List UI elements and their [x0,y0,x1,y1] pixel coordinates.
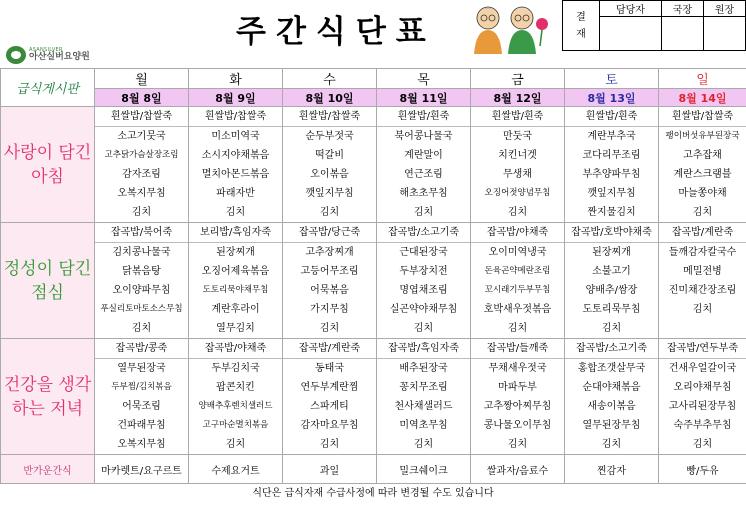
menu-item: 오리야채무침 [673,382,732,393]
logo-icon [6,46,26,64]
menu-item: 고추닭가슴살장조림 [104,150,179,160]
menu-item: 꽁치무조림 [399,382,448,393]
menu-item: 김치 [507,439,528,450]
date-cell: 8월 14일 [659,89,746,107]
menu-item: 도토리묵야채무침 [202,285,269,295]
menu-cell [565,223,659,339]
rice-porridge-item: 보리밥/흑임자죽 [189,223,282,243]
menu-cell [95,223,189,339]
menu-cell [659,223,746,339]
menu-item: 소시지야채볶음 [201,150,270,161]
menu-item: 해초초무침 [399,188,448,199]
menu-item: 명엽채조림 [399,285,448,296]
menu-item: 새송이볶음 [587,401,636,412]
menu-item: 연근조림 [404,169,443,180]
menu-item: 마파두부 [498,382,537,393]
menu-item: 파래자반 [216,188,255,199]
rice-porridge-item: 흰쌀밥/찹쌀죽 [189,107,282,127]
day-header: 수 [283,69,377,89]
menu-item: 고등어무조림 [300,266,359,277]
menu-item: 오이양파무침 [112,285,171,296]
menu-item: 계란말이 [404,150,443,161]
menu-cell [471,223,565,339]
menu-item: 숙주부추무침 [673,420,732,431]
menu-item: 김치 [601,439,622,450]
menu-item: 치킨너겟 [498,150,537,161]
menu-item: 감자조림 [122,169,161,180]
menu-item: 부추양파무침 [582,169,641,180]
menu-item: 고추잡채 [683,150,722,161]
rice-porridge-item: 잡곡밥/야채죽 [471,223,564,243]
day-header: 금 [471,69,565,89]
menu-item: 배추된장국 [399,363,448,374]
menu-item: 김치콩나물국 [112,247,171,258]
rice-porridge-item: 잡곡밥/소고기죽 [377,223,470,243]
menu-item: 고추장찌개 [305,247,354,258]
rice-porridge-item: 잡곡밥/흑임자죽 [377,339,470,359]
menu-item: 오이볶음 [310,169,349,180]
date-cell: 8월 9일 [189,89,283,107]
menu-item: 짠지물김치 [587,207,636,218]
menu-item: 두부김치국 [211,363,260,374]
menu-item: 된장찌개 [592,247,631,258]
menu-item: 오복지무침 [117,439,166,450]
menu-item: 순대야채볶음 [582,382,641,393]
meal-label: 건강을 생각하는 저녁 [1,339,95,455]
rice-porridge-item: 흰쌀밥/흰죽 [377,107,470,127]
menu-item: 양배추후렌치샐러드 [198,401,273,411]
menu-item: 김치 [319,207,340,218]
menu-item: 콩나물오이무침 [483,420,552,431]
rice-porridge-item: 잡곡밥/호박야채죽 [565,223,658,243]
menu-item: 감자마요무침 [300,420,359,431]
menu-item: 무생채 [503,169,532,180]
menu-item: 계란후라이 [211,304,260,315]
logo-korean: 아산실버요양원 [29,52,90,62]
menu-item: 꼬시래기두부무침 [484,285,551,295]
menu-item: 오이미역냉국 [488,247,547,258]
menu-item: 북어콩나물국 [394,131,453,142]
rice-porridge-item: 잡곡밥/연두부죽 [659,339,746,359]
menu-cell [189,107,283,223]
menu-cell [95,339,189,455]
approval-box [562,0,746,51]
menu-item: 닭볶음탕 [122,266,161,277]
snack-item: 빵/두유 [659,455,746,484]
menu-item: 깻잎지무침 [305,188,354,199]
date-cell: 8월 10일 [283,89,377,107]
signature-box[interactable] [703,17,745,51]
menu-item: 김치 [225,439,246,450]
day-header: 토 [565,69,659,89]
rice-porridge-item: 흰쌀밥/흰죽 [471,107,564,127]
day-header: 일 [659,69,746,89]
weekly-menu-table [0,68,746,484]
rice-porridge-item: 흰쌀밥/찹쌀죽 [283,107,376,127]
menu-item: 김치 [413,323,434,334]
menu-cell [283,107,377,223]
snack-item: 마카렛트/요구르트 [95,455,189,484]
menu-item: 건파래무침 [117,420,166,431]
logo [6,44,92,66]
approval-role-head: 원장 [703,1,745,17]
menu-cell [471,107,565,223]
menu-item: 열무김치 [216,323,255,334]
menu-item: 깻잎지무침 [587,188,636,199]
date-cell: 8월 11일 [377,89,471,107]
menu-item: 무채새우젓국 [488,363,547,374]
snack-item: 수제요거트 [189,455,283,484]
footer-note: 식단은 급식자재 수급사정에 따라 변경될 수도 있습니다 [252,488,494,499]
menu-item: 연두부계란찜 [300,382,359,393]
menu-item: 소고기뭇국 [117,131,166,142]
day-header: 화 [189,69,283,89]
menu-item: 김치 [413,207,434,218]
rice-porridge-item: 잡곡밥/북어죽 [95,223,188,243]
snack-label: 반가운간식 [1,455,95,484]
menu-item: 미역초무침 [399,420,448,431]
date-cell: 8월 13일 [565,89,659,107]
day-header: 목 [377,69,471,89]
menu-item: 계란부추국 [587,131,636,142]
approval-label: 결 재 [563,1,600,51]
menu-item: 고추짱아찌무침 [483,401,552,412]
menu-item: 팝콘치킨 [216,382,255,393]
menu-item: 김치 [692,304,713,315]
menu-item: 고구마순멸치볶음 [202,420,269,430]
menu-cell [377,223,471,339]
date-cell: 8월 12일 [471,89,565,107]
logo-english: ASANSILVER [29,47,63,53]
menu-item: 김치 [413,439,434,450]
menu-item: 어묵조림 [122,401,161,412]
menu-cell [189,223,283,339]
snack-item: 과일 [283,455,377,484]
menu-item: 천사채샐러드 [394,401,453,412]
menu-cell [189,339,283,455]
rice-porridge-item: 흰쌀밥/찹쌀죽 [659,107,746,127]
header [0,0,746,68]
menu-item: 오징어젓양념무침 [484,188,551,198]
menu-item: 열무된장국 [117,363,166,374]
menu-cell [377,107,471,223]
page-title: 주간식단표 [236,14,436,50]
menu-cell [471,339,565,455]
menu-item: 떡갈비 [315,150,344,161]
menu-item: 김치 [131,323,152,334]
menu-item: 만둣국 [503,131,532,142]
rice-porridge-item: 잡곡밥/들깨죽 [471,339,564,359]
menu-item: 열무된장무침 [582,420,641,431]
menu-item: 메밀전병 [683,266,722,277]
menu-item: 팽이버섯유부된장국 [665,131,740,141]
meal-label: 사랑이 담긴 아침 [1,107,95,223]
menu-item: 미소미역국 [211,131,260,142]
menu-cell [565,107,659,223]
menu-item: 김치 [319,439,340,450]
menu-item: 멸치아몬드볶음 [201,169,270,180]
approval-role-director: 국장 [661,1,703,17]
menu-item: 순두부젓국 [305,131,354,142]
menu-item: 돈육곤약메란조림 [484,266,551,276]
menu-item: 가지무침 [310,304,349,315]
snack-item: 찐감자 [565,455,659,484]
board-label: 급식게시판 [1,69,95,107]
rice-porridge-item: 잡곡밥/소고기죽 [565,339,658,359]
snack-item: 쌀과자/음료수 [471,455,565,484]
menu-item: 오복지무침 [117,188,166,199]
menu-item: 김치 [507,207,528,218]
menu-item: 고사리된장무침 [668,401,737,412]
menu-item: 마늘쫑야채 [678,188,727,199]
menu-item: 김치 [601,323,622,334]
rice-porridge-item: 잡곡밥/야채죽 [189,339,282,359]
snack-item: 밀크쉐이크 [377,455,471,484]
menu-item: 진미채간장조림 [668,285,737,296]
menu-cell [565,339,659,455]
menu-item: 도토리묵무침 [582,304,641,315]
approval-role-manager: 담당자 [600,1,662,17]
menu-cell [283,339,377,455]
menu-item: 김치 [507,323,528,334]
menu-item: 김치 [692,439,713,450]
menu-item: 홍합조갯살무국 [577,363,646,374]
menu-item: 동태국 [315,363,344,374]
rice-porridge-item: 잡곡밥/계란죽 [659,223,746,243]
menu-item: 푸실리토마토소스무침 [100,304,183,314]
menu-item: 오징어제육볶음 [201,266,270,277]
menu-cell [377,339,471,455]
menu-item: 김치 [225,207,246,218]
menu-cell [659,107,746,223]
menu-item: 어묵볶음 [310,285,349,296]
menu-item: 김치 [131,207,152,218]
meal-label: 정성이 담긴 점심 [1,223,95,339]
menu-item: 김치 [319,323,340,334]
elderly-couple-icon [458,2,554,54]
date-cell: 8월 8일 [95,89,189,107]
day-header: 월 [95,69,189,89]
rice-porridge-item: 잡곡밥/계란죽 [283,339,376,359]
menu-item [659,319,746,338]
menu-item: 계란스크램블 [673,169,732,180]
menu-item: 호박새우젓볶음 [483,304,552,315]
menu-cell [95,107,189,223]
rice-porridge-item: 흰쌀밥/찹쌀죽 [95,107,188,127]
menu-item: 두부찜/김치볶음 [111,382,172,392]
rice-porridge-item: 흰쌀밥/흰죽 [565,107,658,127]
menu-item: 근대된장국 [399,247,448,258]
signature-box[interactable] [661,17,703,51]
menu-item: 소불고기 [592,266,631,277]
rice-porridge-item: 잡곡밥/당근죽 [283,223,376,243]
rice-porridge-item: 잡곡밥/콩죽 [95,339,188,359]
menu-item: 김치 [692,207,713,218]
menu-item: 건새우얼갈이국 [668,363,737,374]
menu-item: 된장찌개 [216,247,255,258]
menu-cell [659,339,746,455]
menu-item: 실곤약야채무침 [389,304,458,315]
menu-item: 코다리무조림 [582,150,641,161]
menu-item: 두부장치전 [399,266,448,277]
menu-item: 양배추/쌈장 [585,285,638,296]
menu-item: 들깨감자칼국수 [668,247,737,258]
signature-box[interactable] [600,17,662,51]
menu-cell [283,223,377,339]
menu-item: 스파게티 [310,401,349,412]
